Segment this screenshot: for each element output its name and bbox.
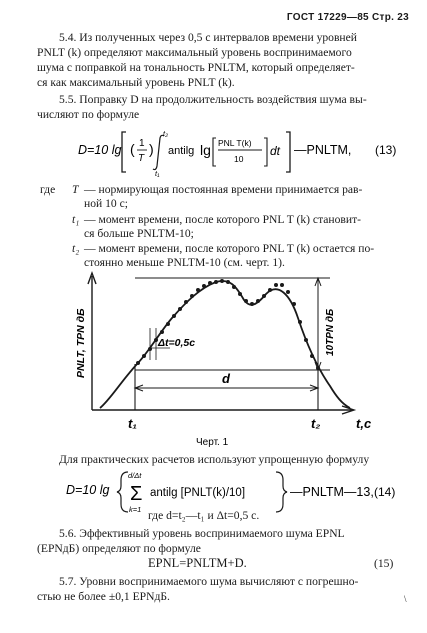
p54-line-2: PNLT (k) определяют максимальный уровень воспринимаемого	[37, 46, 352, 59]
figure-dt-label: Δt=0,5c	[158, 337, 196, 349]
figure-x-label: t,c	[356, 416, 372, 431]
figure-right-label: 10TPN дБ	[325, 308, 336, 356]
eq14-where: где d=t₂—t₁ и Δt=0,5 с.	[148, 509, 260, 522]
svg-text:lg: lg	[200, 142, 211, 158]
eq15-text: EPNL=PNLTM+D.	[148, 556, 247, 570]
eq13-frac-num: 1	[139, 138, 145, 149]
eq14-body: antilg [PNLT(k)/10]	[150, 487, 246, 499]
eq13-rhs: —PNLTM,	[294, 143, 352, 157]
p57-line-1: 5.7. Уровни воспринимаемого шума вычисляют с погрешно-	[59, 575, 359, 588]
paragraph-5-7	[37, 574, 409, 604]
eq14-rhs: —PNLTM—13,	[290, 485, 374, 499]
def-T-line-2: ной 10 с;	[84, 197, 128, 210]
eq14-lhs: D=10 lg	[66, 483, 110, 497]
def-t1-line-2: ся больше PNLTM-10;	[84, 227, 194, 240]
footer-mark: \	[404, 594, 407, 604]
p54-line-1: 5.4. Из полученных через 0,5 с интервалов времени уровней	[59, 31, 357, 44]
def-t1-symbol: t₁	[72, 213, 80, 226]
paragraph-5-5	[37, 92, 409, 122]
p55-line-1: 5.5. Поправку D на продолжительность воздействия шума вы-	[59, 93, 367, 106]
eq13-inner-den: 10	[234, 154, 244, 164]
eq13-antilg: antilg	[168, 145, 195, 157]
page-header: ГОСТ 17229—85 Стр. 23	[286, 12, 409, 23]
def-where: где	[40, 183, 56, 196]
p56-line-2: (EPNдБ) определяют по формуле	[37, 542, 201, 555]
practical-line-1: Для практических расчетов используют упрощенную формулу	[59, 453, 370, 466]
figure-d-label: d	[222, 371, 230, 386]
p57-line-2: стью не более ±0,1 EPNдБ.	[37, 590, 170, 603]
eq13-frac-den: T	[138, 153, 145, 164]
figure-caption: Черт. 1	[196, 437, 229, 448]
eq13-dt: dt	[270, 144, 281, 158]
p55-line-2: числяют по формуле	[37, 108, 140, 121]
def-t1-line-1: — момент времени, после которого PNL T (k) становит-	[84, 213, 362, 226]
def-t2-line-1: — момент времени, после которого PNL T (k) остается по-	[84, 242, 375, 255]
svg-text:(: (	[130, 141, 135, 157]
eq13-upper-limit: t₂	[163, 129, 168, 138]
eq14-number: (14)	[374, 485, 396, 499]
eq13-lower-limit: t₁	[155, 169, 160, 178]
figure-t1-label: t₁	[128, 416, 137, 431]
formula-13	[0, 124, 427, 180]
svg-text:Σ: Σ	[130, 483, 143, 505]
sample-dots	[136, 279, 320, 370]
eq13-number: (13)	[375, 143, 397, 157]
p56-line-1: 5.6. Эффективный уровень воспринимаемого шума EPNL	[59, 527, 345, 540]
def-t2-line-2: стоянно меньше PNLTM-10 (см. черт. 1).	[84, 256, 285, 269]
p54-line-4: ся как максимальный уровень PNLT (k).	[37, 76, 235, 89]
def-t2-symbol: t₂	[72, 242, 80, 255]
eq14-upper: d/Δt	[128, 471, 142, 480]
paragraph-5-4	[37, 30, 409, 90]
figure-chart-1	[0, 268, 427, 450]
svg-text:): )	[149, 141, 154, 157]
figure-ylabel: PNLT, TPN дБ	[75, 308, 87, 378]
def-T-line-1: — нормирующая постоянная времени принимается рав-	[84, 183, 363, 196]
paragraph-5-6	[37, 526, 409, 556]
def-T-symbol: T	[72, 183, 79, 196]
p54-line-3: шума с поправкой на тональность PNLTM, который определяет-	[37, 61, 355, 74]
eq13-inner-num: PNL T(k)	[218, 138, 252, 148]
eq13-lhs: D=10 lg	[78, 143, 122, 157]
eq14-lower: k=1	[129, 505, 142, 514]
figure-t2-label: t₂	[311, 416, 321, 431]
eq15-number: (15)	[374, 557, 394, 570]
paragraph-practical	[37, 452, 409, 467]
